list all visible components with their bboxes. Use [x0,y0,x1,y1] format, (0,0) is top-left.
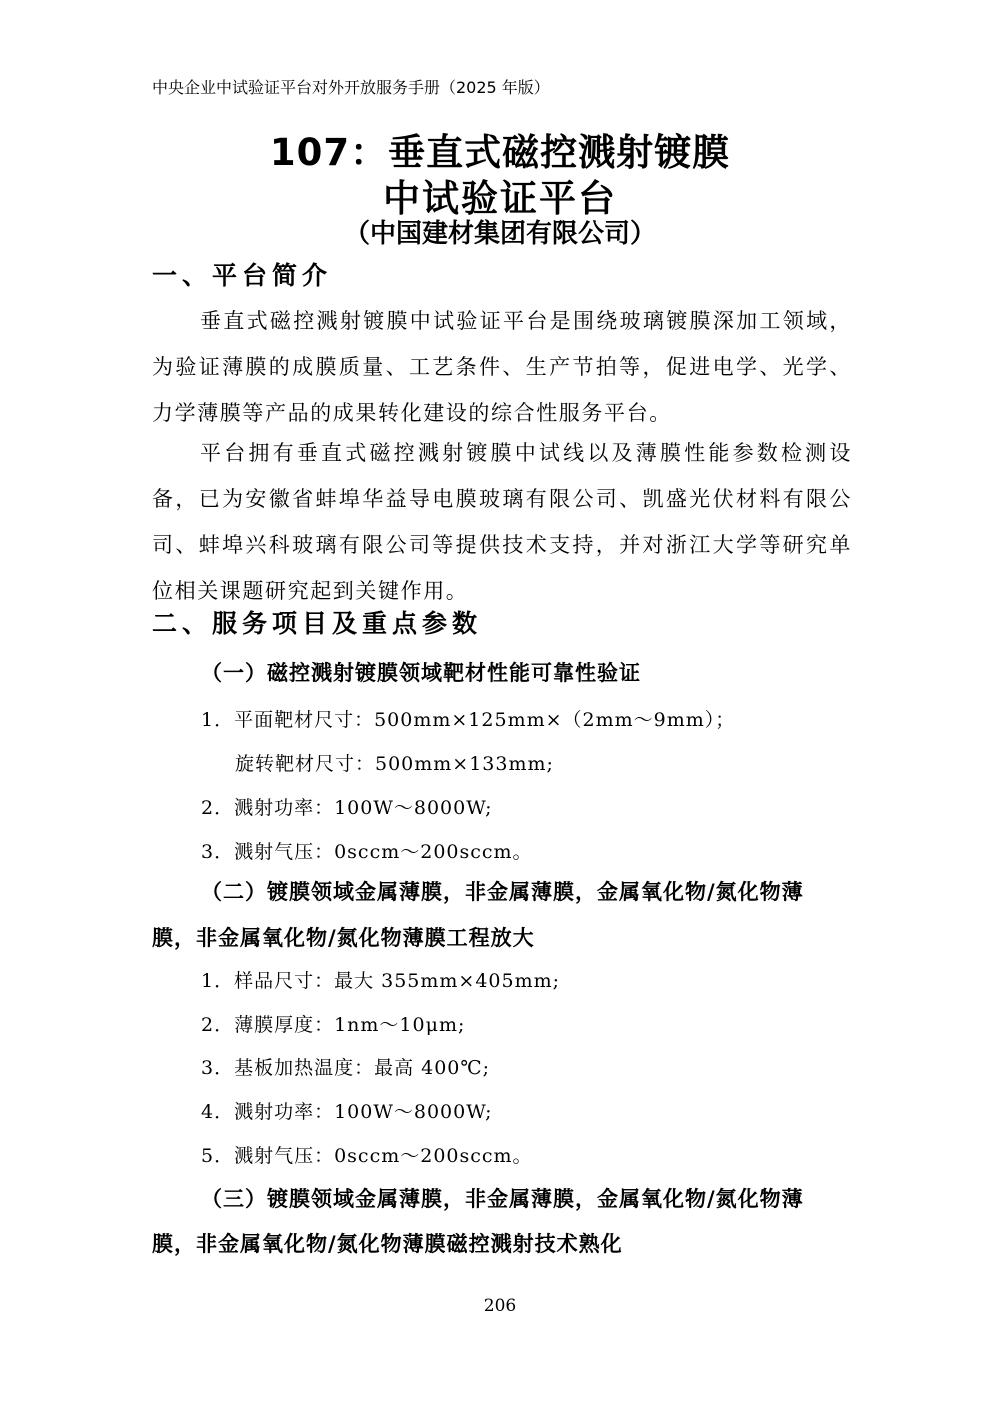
sub2-item-1: 1．样品尺寸：最大 355mm×405mm; [201,970,561,992]
subsection3-heading-line1: （三）镀膜领域金属薄膜，非金属薄膜，金属氧化物/氮化物薄 [201,1187,804,1211]
subsection3-heading-line2: 膜，非金属氧化物/氮化物薄膜磁控溅射技术熟化 [152,1232,623,1256]
page-number: 206 [483,1296,517,1316]
organization-name: （中国建材集团有限公司） [343,219,656,249]
page-title-line2: 中试验证平台 [383,177,617,220]
running-header: 中央企业中试验证平台对外开放服务手册（2025 年版） [152,78,550,97]
sub1-item-1: 1．平面靶材尺寸：500mm×125mm×（2mm～9mm）； [201,709,736,731]
sub1-item-1b: 旋转靶材尺寸：500mm×133mm; [235,753,554,775]
sub2-item-4: 4．溅射功率：100W～8000W; [201,1101,493,1123]
subsection1-heading: （一）磁控溅射镀膜领域靶材性能可靠性验证 [201,661,641,685]
sub2-item-3: 3．基板加热温度：最高 400℃; [201,1057,491,1079]
page-title-line1: 107：垂直式磁控溅射镀膜 [269,131,731,174]
section2-heading: 二、服务项目及重点参数 [152,609,483,638]
subsection2-heading-line1: （二）镀膜领域金属薄膜，非金属薄膜，金属氧化物/氮化物薄 [201,880,804,904]
sub2-item-2: 2．薄膜厚度：1nm～10μm; [201,1014,466,1036]
section1-paragraph1: 垂直式磁控溅射镀膜中试验证平台是围绕玻璃镀膜深加工领域，为验证薄膜的成膜质量、工艺条件、生产节拍等，促进电学、光学、力学薄膜等产品的成果转化建设的综合性服务平台。 [152,309,852,425]
section1-heading: 一、平台简介 [152,261,333,290]
section1-paragraph2: 平台拥有垂直式磁控溅射镀膜中试线以及薄膜性能参数检测设备，已为安徽省蚌埠华益导电膜玻璃有限公司、凯盛光伏材料有限公司、蚌埠兴科玻璃有限公司等提供技术支持，并对浙江大学等研究单位相关课题研究起到关键作用。 [152,441,852,603]
sub2-item-5: 5．溅射气压：0sccm～200sccm。 [201,1145,533,1167]
sub1-item-3: 3．溅射气压：0sccm～200sccm。 [201,841,533,863]
sub1-item-2: 2．溅射功率：100W～8000W; [201,797,493,819]
subsection2-heading-line2: 膜，非金属氧化物/氮化物薄膜工程放大 [152,926,535,950]
